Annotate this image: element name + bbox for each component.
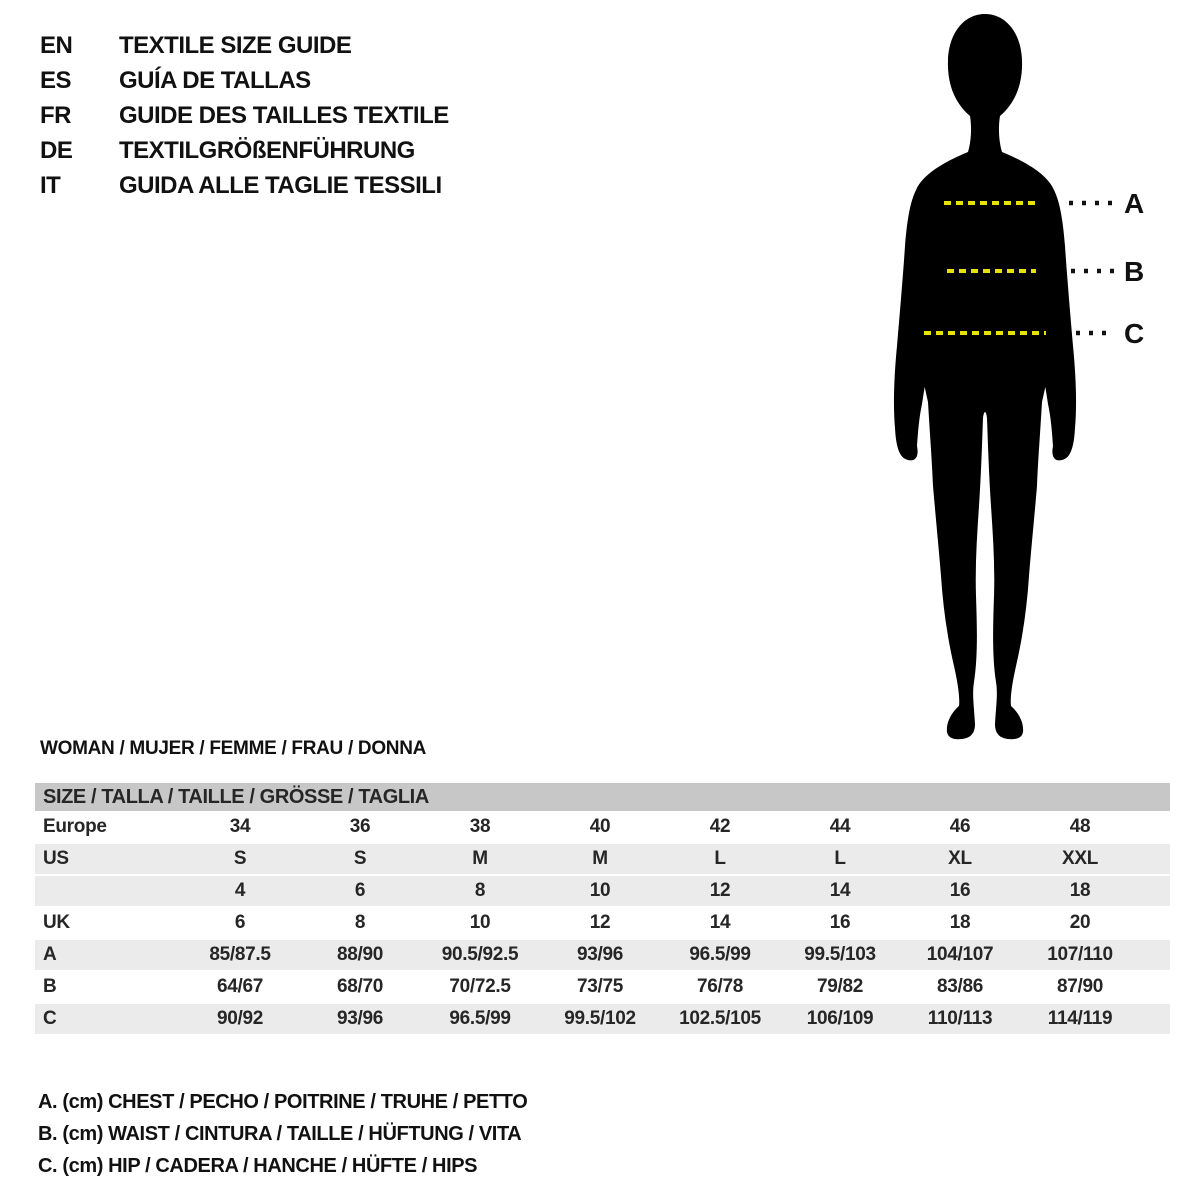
- size-cell: 114/119: [1020, 1003, 1140, 1035]
- table-row: [35, 939, 1170, 971]
- size-cell: 20: [1020, 907, 1140, 939]
- size-cell: 10: [420, 907, 540, 939]
- guide-title: TEXTILGRÖßENFÜHRUNG: [119, 136, 415, 164]
- table-row: [35, 971, 1170, 1003]
- size-cell: 96.5/99: [420, 1003, 540, 1035]
- language-row: [40, 98, 449, 133]
- spacer-cell: [1140, 812, 1170, 843]
- row-label: US: [35, 843, 180, 875]
- hip-label: C: [1124, 318, 1145, 349]
- table-row: [35, 812, 1170, 843]
- size-cell: 76/78: [660, 971, 780, 1003]
- language-code: DE: [40, 136, 73, 164]
- row-label: A: [35, 939, 180, 971]
- legend-row: C. (cm) HIP / CADERA / HANCHE / HÜFTE / HIPS: [38, 1154, 478, 1177]
- row-label: [35, 875, 180, 907]
- legend-row: A. (cm) CHEST / PECHO / POITRINE / TRUHE / PETTO: [38, 1090, 528, 1113]
- size-cell: 34: [180, 812, 300, 843]
- spacer-cell: [1140, 1003, 1170, 1035]
- size-cell: 99.5/102: [540, 1003, 660, 1035]
- size-cell: 16: [900, 875, 1020, 907]
- language-code: EN: [40, 31, 73, 59]
- size-cell: 48: [1020, 812, 1140, 843]
- measure-legend: [38, 1086, 527, 1182]
- size-cell: 18: [1020, 875, 1140, 907]
- legend-row: B. (cm) WAIST / CINTURA / TAILLE / HÜFTUNG / VITA: [38, 1122, 522, 1145]
- size-table: [35, 783, 1170, 1036]
- size-cell: 70/72.5: [420, 971, 540, 1003]
- language-code: ES: [40, 66, 72, 94]
- size-cell: 8: [300, 907, 420, 939]
- spacer-cell: [1140, 843, 1170, 875]
- size-cell: 12: [660, 875, 780, 907]
- size-cell: XL: [900, 843, 1020, 875]
- language-code: FR: [40, 101, 71, 129]
- guide-title: GUIDE DES TAILLES TEXTILE: [119, 101, 449, 129]
- size-cell: 64/67: [180, 971, 300, 1003]
- table-row: [35, 875, 1170, 907]
- size-cell: 4: [180, 875, 300, 907]
- size-cell: XXL: [1020, 843, 1140, 875]
- guide-title: GUIDA ALLE TAGLIE TESSILI: [119, 171, 442, 199]
- size-cell: 104/107: [900, 939, 1020, 971]
- language-row: [40, 168, 449, 203]
- table-row: [35, 907, 1170, 939]
- size-cell: 44: [780, 812, 900, 843]
- size-cell: S: [180, 843, 300, 875]
- size-cell: S: [300, 843, 420, 875]
- row-label: B: [35, 971, 180, 1003]
- size-cell: 40: [540, 812, 660, 843]
- guide-title: TEXTILE SIZE GUIDE: [119, 31, 352, 59]
- language-row: [40, 133, 449, 168]
- size-cell: 83/86: [900, 971, 1020, 1003]
- size-cell: 107/110: [1020, 939, 1140, 971]
- waist-label: B: [1124, 256, 1145, 287]
- size-cell: 6: [180, 907, 300, 939]
- chest-label: A: [1124, 188, 1145, 219]
- size-cell: 68/70: [300, 971, 420, 1003]
- spacer-cell: [1140, 907, 1170, 939]
- size-cell: 16: [780, 907, 900, 939]
- size-cell: 88/90: [300, 939, 420, 971]
- size-cell: M: [540, 843, 660, 875]
- size-cell: L: [780, 843, 900, 875]
- language-row: [40, 28, 449, 63]
- row-label: C: [35, 1003, 180, 1035]
- size-cell: 85/87.5: [180, 939, 300, 971]
- size-cell: 110/113: [900, 1003, 1020, 1035]
- woman-silhouette: [894, 14, 1076, 739]
- size-cell: L: [660, 843, 780, 875]
- size-cell: 96.5/99: [660, 939, 780, 971]
- language-row: [40, 63, 449, 98]
- table-row: [35, 1003, 1170, 1035]
- guide-title: GUÍA DE TALLAS: [119, 66, 311, 94]
- size-cell: 42: [660, 812, 780, 843]
- size-cell: 46: [900, 812, 1020, 843]
- size-cell: 18: [900, 907, 1020, 939]
- size-cell: 87/90: [1020, 971, 1140, 1003]
- size-cell: 8: [420, 875, 540, 907]
- row-label: UK: [35, 907, 180, 939]
- spacer-cell: [1140, 939, 1170, 971]
- row-label: Europe: [35, 812, 180, 843]
- size-cell: 38: [420, 812, 540, 843]
- table-row: [35, 843, 1170, 875]
- language-code: IT: [40, 171, 61, 199]
- size-cell: 99.5/103: [780, 939, 900, 971]
- language-title-list: [40, 28, 449, 203]
- size-cell: M: [420, 843, 540, 875]
- size-cell: 79/82: [780, 971, 900, 1003]
- section-title: WOMAN / MUJER / FEMME / FRAU / DONNA: [40, 738, 427, 759]
- size-cell: 10: [540, 875, 660, 907]
- size-cell: 90.5/92.5: [420, 939, 540, 971]
- size-cell: 6: [300, 875, 420, 907]
- spacer-cell: [1140, 971, 1170, 1003]
- size-cell: 73/75: [540, 971, 660, 1003]
- size-cell: 93/96: [300, 1003, 420, 1035]
- size-cell: 14: [780, 875, 900, 907]
- size-cell: 106/109: [780, 1003, 900, 1035]
- size-cell: 36: [300, 812, 420, 843]
- size-table-body: [35, 812, 1170, 1035]
- size-cell: 12: [540, 907, 660, 939]
- size-cell: 14: [660, 907, 780, 939]
- size-table-header: SIZE / TALLA / TAILLE / GRÖSSE / TAGLIA: [35, 783, 1170, 811]
- spacer-cell: [1140, 875, 1170, 907]
- size-cell: 90/92: [180, 1003, 300, 1035]
- size-cell: 102.5/105: [660, 1003, 780, 1035]
- size-cell: 93/96: [540, 939, 660, 971]
- woman-silhouette-figure: [888, 6, 1148, 748]
